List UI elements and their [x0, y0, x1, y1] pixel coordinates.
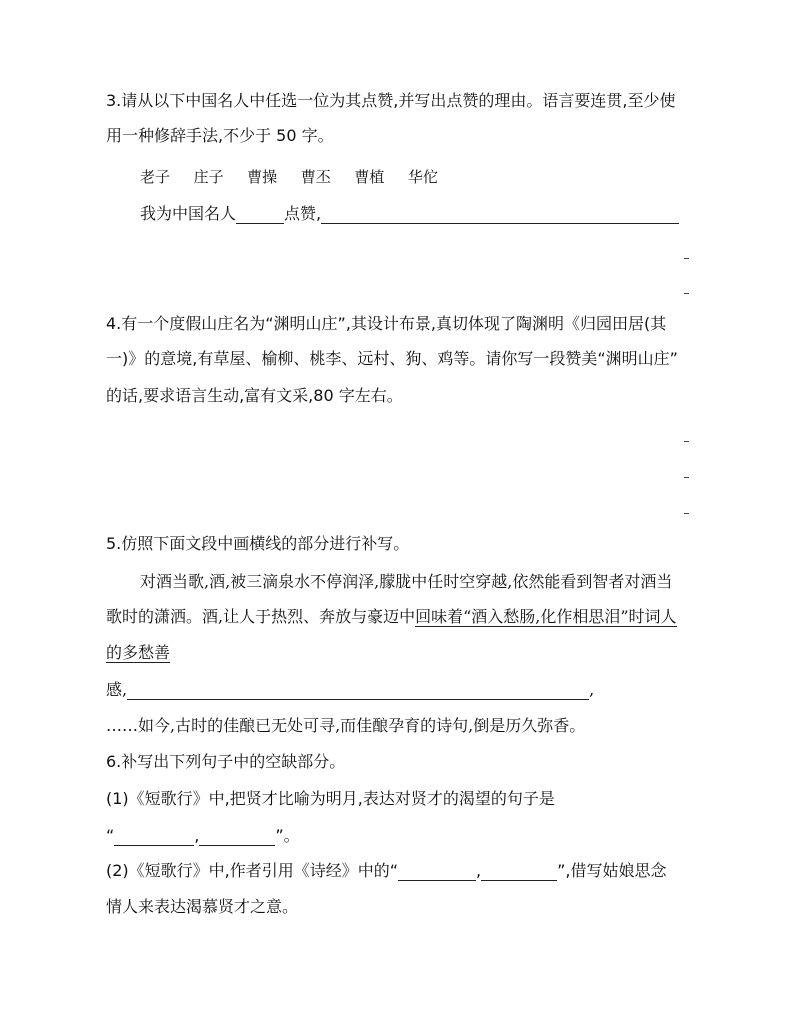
q6-sub2-tail: ”,借写姑娘思念 [557, 861, 667, 880]
q3-line-1: 3.请从以下中国名人中任选一位为其点赞,并写出点赞的理由。语言要连贯,至少使 [106, 91, 676, 110]
q3-answer-row [140, 204, 679, 224]
q5-underlined-model-a: 回味着“酒入愁肠,化作相思泪”时词人 [415, 607, 677, 626]
q5-para-line-1: 对酒当歌,酒,被三滴泉水不停润泽,朦胧中任时空穿越,依然能看到智者对酒当 [140, 572, 673, 591]
q6-sub1-line-2 [106, 826, 300, 846]
name-huatuo: 华佗 [407, 168, 438, 186]
q3-prompt-b: 点赞, [284, 204, 322, 223]
q3-answer-line-2[interactable] [684, 258, 689, 259]
name-laozi: 老子 [140, 168, 171, 186]
q5-lead-text: 感, [106, 680, 128, 699]
q5-para-line-3 [106, 643, 170, 663]
q6-title: 6.补写出下列句子中的空缺部分。 [106, 752, 346, 771]
name-caozhi: 曹植 [354, 168, 385, 186]
q3-reason-blank[interactable] [321, 205, 679, 224]
q5-para-line-2-plain: 歌时的潇洒。酒,让人于热烈、奔放与豪迈中 [106, 607, 416, 626]
q4-line-2: 一)》的意境,有草屋、榆柳、桃李、远村、狗、鸡等。请你写一段赞美“渊明山庄” [106, 349, 678, 368]
q3-prompt-a: 我为中国名人 [140, 204, 237, 223]
name-caopi: 曹丕 [300, 168, 331, 186]
q6-sub2-lead: (2)《短歌行》中,作者引用《诗经》中的“ [106, 861, 399, 880]
q4-line-3: 的话,要求语言生动,富有文采,80 字左右。 [106, 386, 403, 405]
q6-sub2-blank-1[interactable] [398, 862, 476, 881]
q6-sub1-line-1: (1)《短歌行》中,把贤才比喻为明月,表达对贤才的渴望的句子是 [106, 789, 555, 808]
q6-sub2-blank-2[interactable] [481, 862, 557, 881]
q5-title: 5.仿照下面文段中画横线的部分进行补写。 [106, 534, 410, 553]
q5-para-line-4 [106, 680, 594, 700]
q3-line-2: 用一种修辞手法,不少于 50 字。 [106, 126, 334, 145]
q5-underlined-model-b: 的多愁善 [106, 643, 171, 662]
q5-para-line-5: ……如今,古时的佳酿已无处可寻,而佳酿孕育的诗句,倒是历久弥香。 [106, 716, 586, 735]
q6-sub1-sep: , [194, 826, 200, 845]
q6-sub1-blank-1[interactable] [114, 827, 194, 846]
q4-answer-line-3[interactable] [684, 513, 689, 514]
q5-para-line-2 [106, 607, 677, 627]
q4-answer-line-1[interactable] [684, 441, 689, 442]
q3-name-blank[interactable] [236, 205, 284, 224]
q6-sub2-line-2: 情人来表达渴慕贤才之意。 [106, 897, 299, 916]
q6-sub1-open-quote: “ [106, 826, 115, 845]
q6-sub2-sep: , [476, 861, 482, 880]
q6-sub2-line-1 [106, 861, 667, 881]
q4-answer-line-2[interactable] [684, 477, 689, 478]
q6-sub1-blank-2[interactable] [199, 827, 275, 846]
q5-fill-blank[interactable] [127, 681, 589, 700]
q3-answer-line-3[interactable] [684, 293, 689, 294]
q3-name-list [140, 167, 438, 187]
name-zhuangzi: 庄子 [193, 168, 224, 186]
q6-sub1-close-quote: ”。 [275, 826, 300, 845]
q5-blank-end: , [589, 680, 595, 699]
name-caocao: 曹操 [247, 168, 278, 186]
q4-line-1: 4.有一个度假山庄名为“渊明山庄”,其设计布景,真切体现了陶渊明《归园田居(其 [106, 314, 667, 333]
